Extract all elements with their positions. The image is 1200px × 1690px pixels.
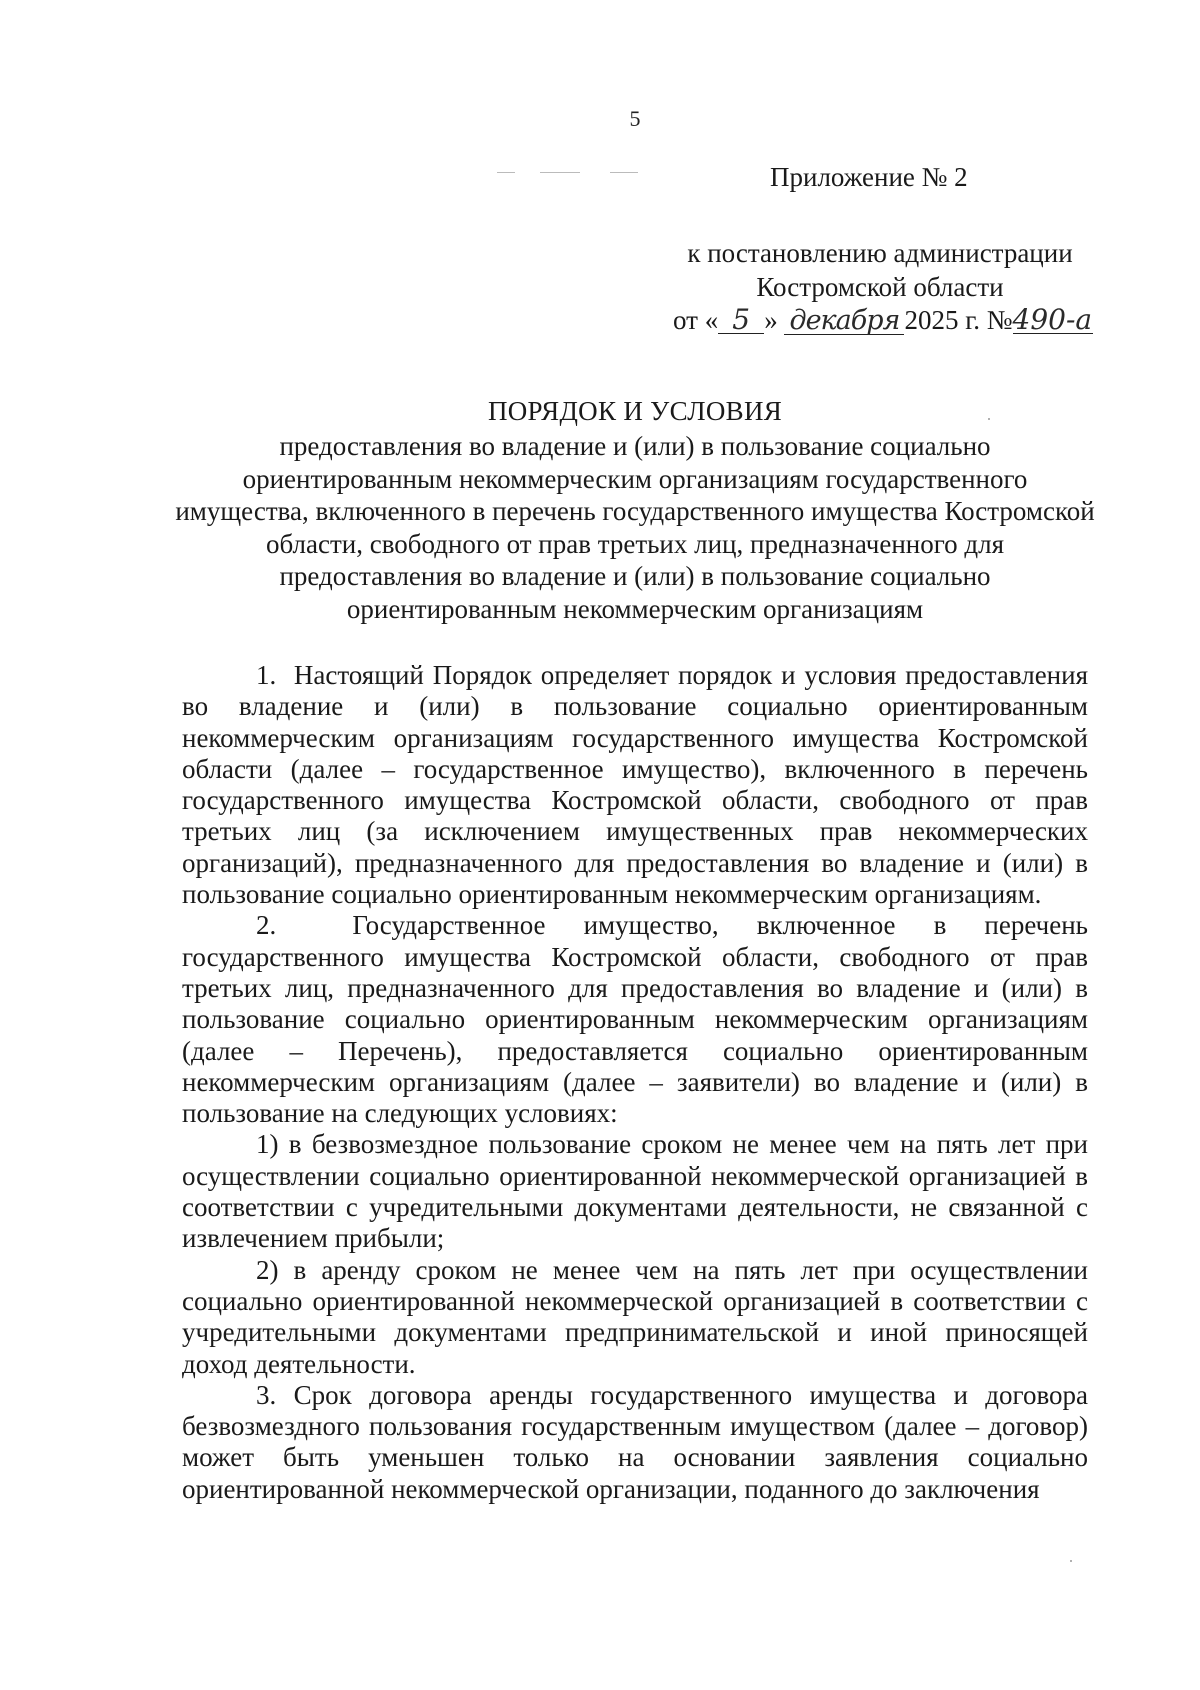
paragraph-2: 2. Государственное имущество, включенное в перечень государственного имущества Костромской области, свободного от прав третьих лиц, предназначенного для предоставления во владение и (или) в пользование социально ориентированным некоммерческим организациям (далее – Перечень), предоставляется социально ориентированным некоммерческим организациям (далее – заявители) во владение и (или) в пользование на следующих условиях:: [182, 910, 1088, 1129]
date-mid: »: [764, 305, 778, 335]
scan-artifact: [610, 172, 638, 173]
scan-artifact: [540, 172, 580, 173]
page-number: 5: [629, 106, 641, 131]
paragraph-2-item-2: 2) в аренду сроком не менее чем на пять лет при осуществлении социально ориентированной некоммерческой организацией в соответствии с учредительными документами предпринимательской и иной приносящей доход деятельности.: [182, 1254, 1088, 1379]
paragraph-3: 3. Срок договора аренды государственного имущества и договора безвозмездного пользования государственным имуществом (далее – договор) может быть уменьшен только на основании заявления социально ориентированной некоммерческой организации, поданного до заключения: [182, 1379, 1088, 1504]
appendix-number: Приложение № 2: [770, 162, 968, 192]
date-month-handwritten: декабря: [784, 308, 904, 335]
paragraph-2-item-1: 1) в безвозмездное пользование сроком не менее чем на пять лет при осуществлении социально ориентированной некоммерческой организацией в соответствии с учредительными документами деятельности, не связанной с извлечением прибыли;: [182, 1129, 1088, 1254]
decree-reference-line2: Костромской области: [756, 272, 1004, 302]
date-year: 2025 г. №: [904, 305, 1013, 335]
date-prefix: от «: [673, 305, 719, 335]
date-day-handwritten: 5: [718, 307, 764, 334]
decree-reference: [660, 236, 1100, 304]
decree-date-line: [673, 303, 1093, 337]
decree-reference-line1: к постановлению администрации: [687, 238, 1073, 268]
paragraph-1: 1. Настоящий Порядок определяет порядок и условия предоставления во владение и (или) в пользование социально ориентированным некоммерческим организациям государственного имущества Костромской области (далее – государственное имущество), включенного в перечень государственного имущества Костромской области, свободного от прав третьих лиц (за исключением имущественных прав некоммерческих организаций), предназначенного для предоставления во владение и (или) в пользование социально ориентированным некоммерческим организациям.: [182, 660, 1088, 910]
decree-number-handwritten: 490-а: [1012, 303, 1093, 336]
scan-speck: [1070, 1560, 1072, 1562]
document-subtitle: предоставления во владение и (или) в пользование социально ориентированным некоммерческим организациям государственного имущества, включенного в перечень государственного имущества Костромской области, свободного от прав третьих лиц, предназначенного для предоставления во владение и (или) в пользование социально ориентированным некоммерческим организациям: [175, 431, 1095, 624]
document-body: [182, 660, 1088, 1505]
document-title: ПОРЯДОК И УСЛОВИЯ: [487, 396, 783, 426]
scan-artifact: [497, 172, 515, 173]
scan-speck: [988, 418, 990, 420]
